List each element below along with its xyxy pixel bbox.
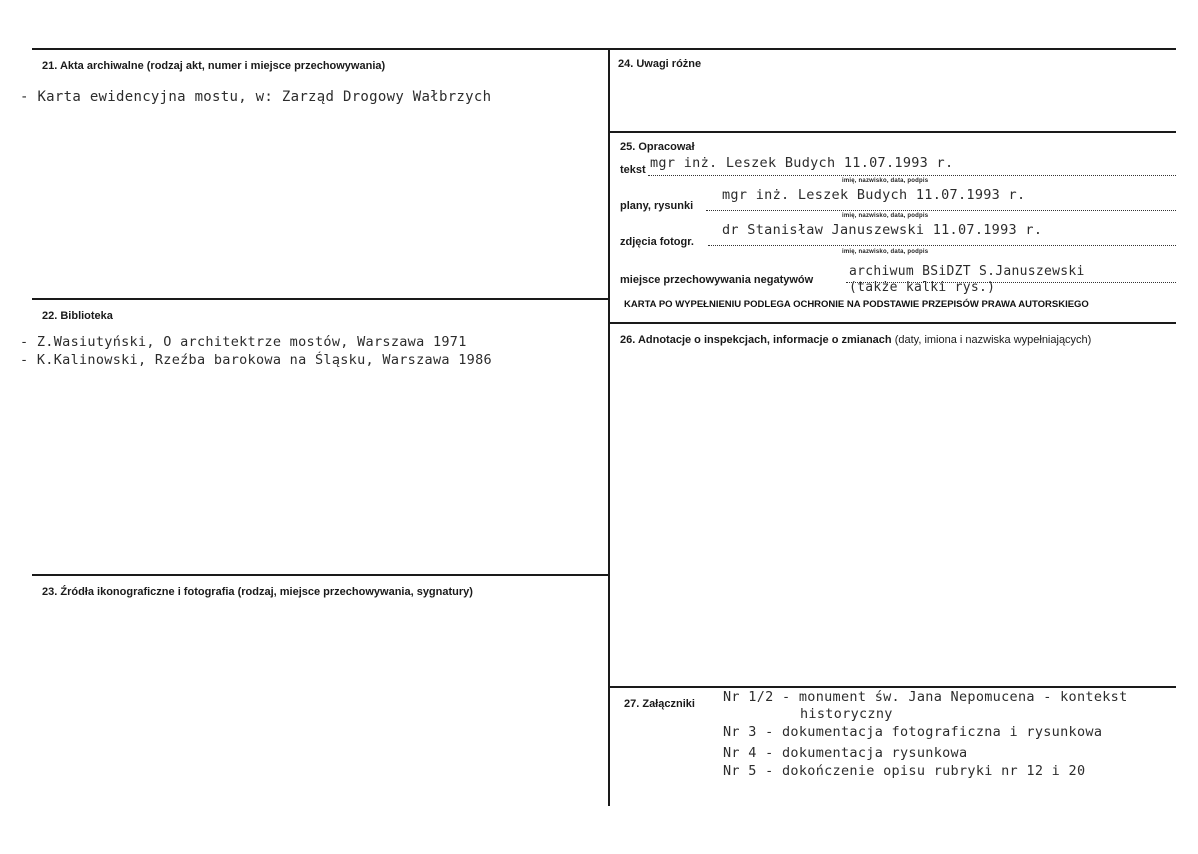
attachment-item-4: Nr 5 - dokończenie opisu rubryki nr 12 i 20 — [723, 763, 1086, 779]
section-21-entry: - Karta ewidencyjna mostu, w: Zarząd Drogowy Wałbrzych — [20, 89, 492, 105]
tekst-dotted-line — [648, 175, 1176, 176]
section-22-entry-1: - Z.Wasiutyński, O architektrze mostów, Warszawa 1971 — [20, 334, 467, 350]
attachment-item-2: Nr 3 - dokumentacja fotograficzna i rysunkowa — [723, 724, 1103, 740]
top-border-line — [32, 48, 1176, 50]
zdjecia-caption: imię, nazwisko, data, podpis — [842, 249, 929, 255]
zdjecia-value: dr Stanisław Januszewski 11.07.1993 r. — [722, 222, 1043, 238]
section-27-label: 27. Załączniki — [624, 698, 695, 710]
section-26-label-paren: (daty, imiona i nazwiska wypełniających) — [894, 334, 1092, 346]
plany-label: plany, rysunki — [620, 200, 694, 212]
divider-24-25 — [608, 131, 1176, 133]
section-25-label: 25. Opracował — [620, 141, 695, 153]
tekst-label: tekst — [620, 164, 646, 176]
section-22-label: 22. Biblioteka — [42, 310, 113, 322]
attachment-item-1-cont: historyczny — [800, 706, 893, 722]
center-divider-line — [608, 48, 610, 806]
negatywy-label: miejsce przechowywania negatywów — [620, 274, 814, 286]
plany-caption: imię, nazwisko, data, podpis — [842, 213, 929, 219]
copyright-notice: KARTA PO WYPEŁNIENIU PODLEGA OCHRONIE NA PODSTAWIE PRZEPISÓW PRAWA AUTORSKIEGO — [624, 299, 1089, 310]
negatywy-value-1: archiwum BSiDZT S.Januszewski — [849, 264, 1085, 279]
section-24-label: 24. Uwagi różne — [618, 58, 702, 70]
plany-value: mgr inż. Leszek Budych 11.07.1993 r. — [722, 187, 1026, 203]
section-21-label: 21. Akta archiwalne (rodzaj akt, numer i miejsce przechowywania) — [42, 60, 386, 72]
tekst-value: mgr inż. Leszek Budych 11.07.1993 r. — [650, 155, 954, 171]
section-26-label-main: 26. Adnotacje o inspekcjach, informacje o zmianach — [620, 334, 892, 346]
section-22-entry-2: - K.Kalinowski, Rzeźba barokowa na Śląsku, Warszawa 1986 — [20, 352, 492, 368]
divider-22-23 — [32, 574, 609, 576]
section-23-label: 23. Źródła ikonograficzne i fotografia (rodzaj, miejsce przechowywania, sygnatury) — [42, 586, 473, 598]
zdjecia-label: zdjęcia fotogr. — [620, 236, 694, 248]
divider-26-27 — [608, 686, 1176, 688]
section-26-label — [620, 334, 1091, 346]
negatywy-value-2: (także kalki rys.) — [849, 280, 996, 295]
attachment-item-1: Nr 1/2 - monument św. Jana Nepomucena - kontekst — [723, 689, 1128, 705]
tekst-caption: imię, nazwisko, data, podpis — [842, 178, 929, 184]
plany-dotted-line — [706, 210, 1176, 211]
zdjecia-dotted-line — [708, 245, 1176, 246]
attachment-item-3: Nr 4 - dokumentacja rysunkowa — [723, 745, 968, 761]
divider-25-26 — [608, 322, 1176, 324]
divider-21-22 — [32, 298, 609, 300]
